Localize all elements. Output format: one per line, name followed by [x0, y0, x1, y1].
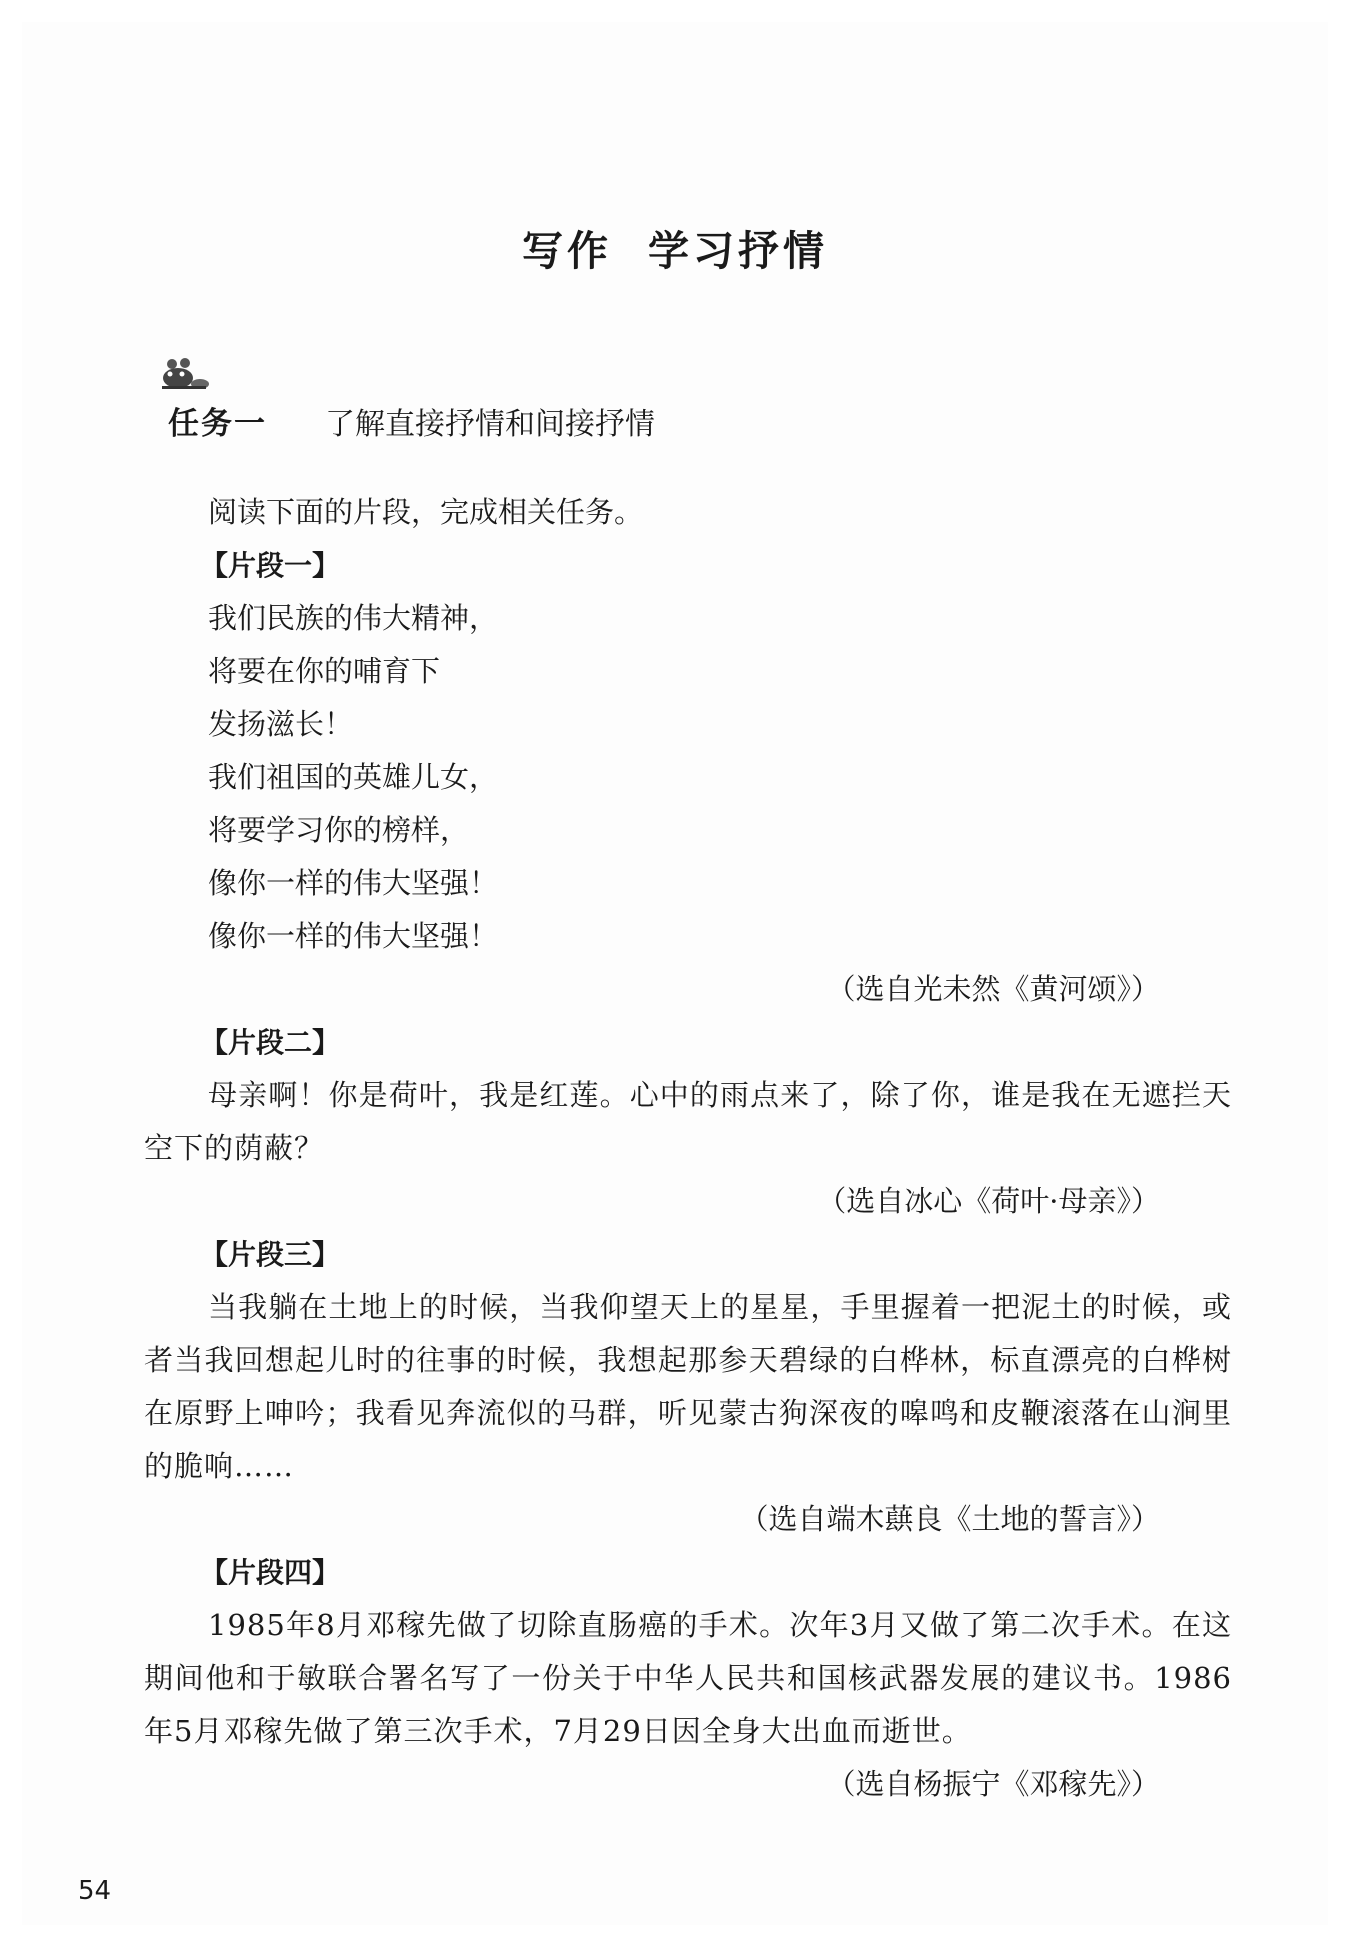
poem-line: 将要学习你的榜样，: [208, 813, 470, 847]
mascot-icon: [158, 354, 210, 390]
passage3-text: 当我躺在土地上的时候，当我仰望天上的星星，手里握着一把泥土的时候，或者当我回想起儿时的往事的时候，我想起那参天碧绿的白桦林，标直漂亮的白桦树在原野上呻吟；我看见奔流似的马群，听见蒙古狗深夜的嗥鸣和皮鞭滚落在山涧里的脆响……: [144, 1290, 1232, 1483]
task-title: 了解直接抒情和间接抒情: [325, 407, 655, 442]
passage1-label: 【片段一】: [200, 549, 341, 582]
passage2-source: （选自冰心《荷叶·母亲》）: [817, 1184, 1160, 1218]
intro-text: 阅读下面的片段，完成相关任务。: [208, 495, 644, 529]
poem-line: 像你一样的伟大坚强！: [208, 866, 499, 900]
poem-line: 像你一样的伟大坚强！: [208, 919, 499, 953]
title-part-topic: 学习抒情: [648, 227, 828, 275]
passage3-label: 【片段三】: [200, 1238, 341, 1271]
task-heading: [168, 398, 655, 443]
task-label: 任务一: [168, 406, 267, 442]
page-number: 54: [78, 1876, 112, 1906]
title-part-writing: 写作: [522, 227, 612, 275]
passage4-label: 【片段四】: [200, 1556, 341, 1589]
page-title: [0, 218, 1350, 277]
passage1-source: （选自光未然《黄河颂》）: [826, 972, 1160, 1006]
passage2-text: 母亲啊！你是荷叶，我是红莲。心中的雨点来了，除了你，谁是我在无遮拦天空下的荫蔽？: [144, 1078, 1232, 1165]
content-body: [144, 486, 1232, 1811]
passage3-source: （选自端木蕻良《土地的誓言》）: [739, 1502, 1160, 1536]
poem-line: 我们民族的伟大精神，: [208, 601, 499, 635]
passage4-source: （选自杨振宁《邓稼先》）: [826, 1767, 1160, 1801]
passage2-label: 【片段二】: [200, 1026, 341, 1059]
poem-line: 发扬滋长！: [208, 707, 354, 741]
poem-line: 将要在你的哺育下: [208, 654, 441, 688]
poem-line: 我们祖国的英雄儿女，: [208, 760, 499, 794]
passage4-text: 1985年8月邓稼先做了切除直肠癌的手术。次年3月又做了第二次手术。在这期间他和于敏联合署名写了一份关于中华人民共和国核武器发展的建议书。1986年5月邓稼先做了第三次手术，7月29日因全身大出血而逝世。: [144, 1608, 1232, 1748]
